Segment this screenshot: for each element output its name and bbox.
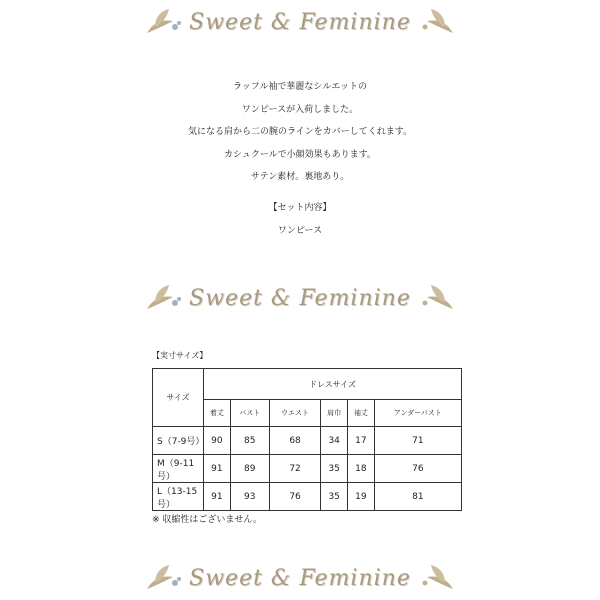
description-line: カシュクールで小顔効果もあります。 [224,149,376,160]
table-cell: 17 [348,427,375,455]
description-line: サテン素材。裏地あり。 [250,172,350,183]
table-cell: 81 [374,483,461,511]
size-table-title: 【実寸サイズ】 [152,351,208,360]
table-cell: 68 [269,427,321,455]
leaf-ornament-icon [417,5,457,39]
banner-middle [150,276,450,320]
leaf-ornament-icon [417,561,457,595]
product-description [0,76,600,242]
banner-script-text: Sweet & Feminine [189,565,411,591]
column-header: アンダーバスト [374,400,461,427]
table-row [153,483,462,511]
table-cell: 34 [321,427,348,455]
table-row [153,455,462,483]
column-header: 袖丈 [348,400,375,427]
table-cell: 35 [321,455,348,483]
column-header: ウエスト [269,400,321,427]
table-cell: 19 [348,483,375,511]
leaf-ornament-icon [143,561,183,595]
description-line: ワンピースが入荷しました。 [241,104,359,115]
banner-top [150,0,450,44]
table-cell: 18 [348,455,375,483]
table-cell: 89 [230,455,269,483]
description-line: 気になる肩から二の腕のラインをカバーしてくれます。 [187,127,412,138]
leaf-ornament-icon [417,281,457,315]
table-cell: 76 [374,455,461,483]
leaf-ornament-icon [143,281,183,315]
table-cell: 72 [269,455,321,483]
banner-script-text: Sweet & Feminine [189,285,411,311]
table-cell: 35 [321,483,348,511]
set-contents-item: ワンピース [277,225,323,236]
table-cell: 91 [204,483,231,511]
column-header: 肩巾 [321,400,348,427]
column-header: バスト [230,400,269,427]
banner-bottom [150,556,450,600]
row-label: S（7-9号） [153,427,204,455]
table-cell: 71 [374,427,461,455]
size-header: サイズ [153,369,204,427]
column-header: 着丈 [204,400,231,427]
banner-script-text: Sweet & Feminine [189,9,411,35]
leaf-ornament-icon [143,5,183,39]
table-cell: 90 [204,427,231,455]
table-cell: 91 [204,455,231,483]
size-table [152,368,462,511]
table-cell: 93 [230,483,269,511]
shrinkage-note: ※ 収縮性はございません。 [152,515,262,525]
row-label: M（9-11号） [153,455,204,483]
description-line: ラッフル袖で華麗なシルエットの [232,82,368,92]
table-row [153,427,462,455]
table-cell: 85 [230,427,269,455]
dress-size-header: ドレスサイズ [204,369,462,400]
table-cell: 76 [269,483,321,511]
row-label: L（13-15号） [153,483,204,511]
set-contents-title: 【セット内容】 [268,202,332,213]
